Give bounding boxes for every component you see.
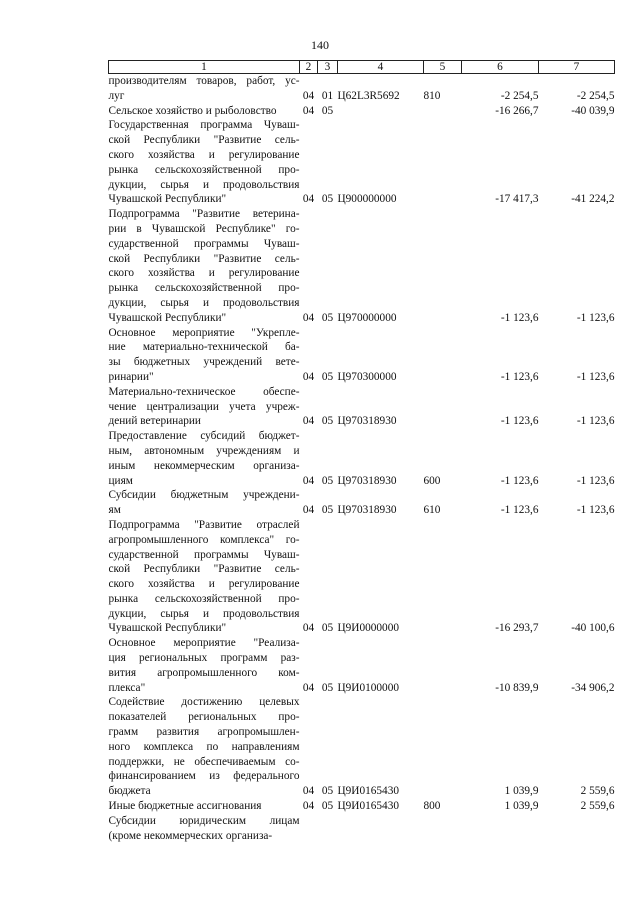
description-line: плекса" [108, 681, 146, 694]
amount-col6: 1 039,9 [504, 800, 539, 813]
expense-type-code [424, 636, 462, 695]
section-code: 04 [302, 415, 315, 428]
expense-type-code [424, 118, 462, 207]
column-header-5: 5 [424, 61, 462, 74]
description-line: дений ветеринарии [108, 415, 201, 428]
subsection-code: 05 [321, 785, 334, 798]
description-line: дукции, сырья и продовольствия [108, 178, 300, 191]
row-description [109, 118, 300, 207]
description-line: Чувашской Республики" [108, 622, 227, 635]
description-line: Субсидии бюджетным учреждени- [108, 489, 300, 502]
subsection-code: 01 [321, 89, 334, 102]
amount-col7: -40 039,9 [571, 104, 615, 117]
expense-type-code [424, 518, 462, 636]
table-row [109, 118, 615, 207]
amount-col7 [539, 814, 615, 844]
description-line: циям [108, 474, 133, 487]
description-line: Государственная программа Чуваш- [108, 119, 300, 132]
target-article-code: Ц900000000 [337, 193, 397, 206]
description-line: сударственной программы Чуваш- [108, 548, 300, 561]
amount-col7: 2 559,6 [580, 785, 615, 798]
section-code: 04 [302, 193, 315, 206]
section-code: 04 [302, 370, 315, 383]
table-row [109, 518, 615, 636]
target-article-code: Ц970000000 [337, 311, 397, 324]
section-code: 04 [302, 785, 315, 798]
table-row [109, 74, 615, 104]
description-line: (кроме некоммерческих организа- [108, 829, 273, 842]
target-article-code [338, 814, 424, 844]
description-line: рынка сельскохозяйственной про- [108, 282, 300, 295]
amount-col6: -16 266,7 [495, 104, 539, 117]
description-line: бюджета [108, 785, 151, 798]
table-row [109, 207, 615, 325]
row-description [109, 814, 300, 844]
section-code: 04 [302, 104, 315, 117]
description-line: Подпрограмма "Развитие отраслей [108, 518, 300, 531]
description-line: Чувашской Республики" [108, 193, 227, 206]
section-code: 04 [302, 89, 315, 102]
row-description [109, 74, 300, 104]
row-description [109, 636, 300, 695]
expense-type-code: 810 [423, 89, 441, 102]
target-article-code: Ц970318930 [337, 504, 397, 517]
description-line: иным некоммерческим организа- [108, 459, 300, 472]
row-description [109, 799, 300, 814]
description-line: рии в Чувашской Республике" го- [108, 222, 300, 235]
expense-type-code [424, 695, 462, 799]
target-article-code: Ц970300000 [337, 370, 397, 383]
description-line: финансированием из федерального [108, 770, 300, 783]
column-header-7: 7 [539, 61, 615, 74]
description-line: Основное мероприятие "Укрепле- [108, 326, 300, 339]
table-row [109, 636, 615, 695]
description-line: чение централизации учета учреж- [108, 400, 300, 413]
description-line: рынка сельскохозяйственной про- [108, 592, 300, 605]
description-line: Субсидии юридическим лицам [108, 814, 300, 827]
header-row [109, 61, 615, 74]
description-line: Чувашской Республики" [108, 311, 227, 324]
description-line: ского хозяйства и регулирование [108, 148, 300, 161]
amount-col7: -1 123,6 [576, 311, 615, 324]
description-line: агропромышленного комплекса" го- [108, 533, 300, 546]
expense-type-code [424, 207, 462, 325]
amount-col6 [462, 814, 539, 844]
amount-col7: -1 123,6 [576, 370, 615, 383]
amount-col6: -1 123,6 [500, 370, 539, 383]
description-line: Содействие достижению целевых [108, 696, 300, 709]
description-line: Основное мероприятие "Реализа- [108, 637, 300, 650]
expense-type-code [424, 385, 462, 429]
expense-type-code: 610 [423, 504, 441, 517]
description-line: Подпрограмма "Развитие ветерина- [108, 208, 300, 221]
expense-type-code [424, 104, 462, 119]
amount-col7: -34 906,2 [571, 681, 615, 694]
description-line: рынка сельскохозяйственной про- [108, 163, 300, 176]
description-line: луг [108, 89, 125, 102]
subsection-code: 05 [321, 681, 334, 694]
table-header [109, 61, 615, 74]
column-header-6: 6 [462, 61, 539, 74]
amount-col6: 1 039,9 [504, 785, 539, 798]
section-code: 04 [302, 622, 315, 635]
row-description [109, 207, 300, 325]
section-code: 04 [302, 474, 315, 487]
description-line: ция региональных программ раз- [108, 652, 300, 665]
description-line: ние материально-технической ба- [108, 341, 300, 354]
target-article-code: Ц62L3R5692 [337, 89, 400, 102]
row-description [109, 488, 300, 518]
amount-col7: -1 123,6 [576, 504, 615, 517]
amount-col7: -41 224,2 [571, 193, 615, 206]
table-row [109, 695, 615, 799]
subsection-code: 05 [321, 800, 334, 813]
subsection-code: 05 [321, 474, 334, 487]
table-row [109, 488, 615, 518]
page-number: 140 [311, 38, 329, 52]
subsection-code: 05 [321, 622, 334, 635]
amount-col6: -2 254,5 [500, 89, 539, 102]
amount-col6: -1 123,6 [500, 415, 539, 428]
amount-col7: -1 123,6 [576, 415, 615, 428]
row-description [109, 326, 300, 385]
target-article-code: Ц970318930 [337, 474, 397, 487]
description-line: зы бюджетных учреждений вете- [108, 356, 300, 369]
expense-type-code: 800 [423, 800, 441, 813]
section-code: 04 [302, 800, 315, 813]
description-line: ской Республики "Развитие сель- [108, 563, 300, 576]
description-line: Сельское хозяйство и рыболовство [108, 104, 277, 117]
description-line: Предоставление субсидий бюджет- [108, 430, 300, 443]
description-line: ринарии" [108, 370, 154, 383]
target-article-code: Ц9И0165430 [337, 800, 400, 813]
description-line: ской Республики "Развитие сель- [108, 134, 300, 147]
table-row [109, 104, 615, 119]
row-description [109, 385, 300, 429]
expense-type-code [424, 814, 462, 844]
table-body [109, 74, 615, 844]
subsection-code: 05 [321, 104, 334, 117]
section-code: 04 [302, 681, 315, 694]
description-line: показателей региональных про- [108, 711, 300, 724]
subsection-code: 05 [321, 370, 334, 383]
amount-col7: -2 254,5 [576, 89, 615, 102]
table-row [109, 385, 615, 429]
description-line: ского хозяйства и регулирование [108, 267, 300, 280]
subsection-code: 05 [321, 415, 334, 428]
description-line: ным, автономным учреждениям и [108, 444, 300, 457]
row-description [109, 104, 300, 119]
subsection-code: 05 [321, 311, 334, 324]
column-header-4: 4 [338, 61, 424, 74]
amount-col6: -1 123,6 [500, 474, 539, 487]
description-line: сударственной программы Чуваш- [108, 237, 300, 250]
table-row [109, 326, 615, 385]
column-header-1: 1 [109, 61, 300, 74]
amount-col6: -1 123,6 [500, 504, 539, 517]
column-header-3: 3 [318, 61, 338, 74]
section-code: 04 [302, 311, 315, 324]
subsection-code: 05 [321, 193, 334, 206]
amount-col6: -17 417,3 [495, 193, 539, 206]
column-header-2: 2 [300, 61, 318, 74]
target-article-code [338, 104, 424, 119]
amount-col7: -40 100,6 [571, 622, 615, 635]
row-description [109, 429, 300, 488]
subsection-code: 05 [321, 504, 334, 517]
target-article-code: Ц9И0165430 [337, 785, 400, 798]
target-article-code: Ц970318930 [337, 415, 397, 428]
row-description [109, 695, 300, 799]
table-row [109, 799, 615, 814]
amount-col7: -1 123,6 [576, 474, 615, 487]
amount-col7: 2 559,6 [580, 800, 615, 813]
subsection-code [318, 814, 338, 844]
description-line: ского хозяйства и регулирование [108, 578, 300, 591]
budget-table [108, 60, 615, 843]
description-line: ской Республики "Развитие сель- [108, 252, 300, 265]
amount-col6: -16 293,7 [495, 622, 539, 635]
section-code [300, 814, 318, 844]
expense-type-code [424, 326, 462, 385]
description-line: дукции, сырья и продовольствия [108, 296, 300, 309]
description-line: Иные бюджетные ассигнования [108, 800, 262, 813]
description-line: Материально-техническое обеспе- [108, 385, 300, 398]
table-row [109, 429, 615, 488]
row-description [109, 518, 300, 636]
table-row [109, 814, 615, 844]
description-line: дукции, сырья и продовольствия [108, 607, 300, 620]
description-line: поддержки, не обеспечиваемым со- [108, 755, 300, 768]
description-line: ного комплекса по направлениям [108, 740, 300, 753]
target-article-code: Ц9И0100000 [337, 681, 400, 694]
description-line: грамм развития агропромышлен- [108, 726, 300, 739]
description-line: производителям товаров, работ, ус- [108, 75, 300, 87]
description-line: ям [108, 504, 121, 517]
section-code: 04 [302, 504, 315, 517]
target-article-code: Ц9И0000000 [337, 622, 400, 635]
amount-col6: -1 123,6 [500, 311, 539, 324]
description-line: вития агропромышленного ком- [108, 666, 300, 679]
amount-col6: -10 839,9 [495, 681, 539, 694]
expense-type-code: 600 [423, 474, 441, 487]
